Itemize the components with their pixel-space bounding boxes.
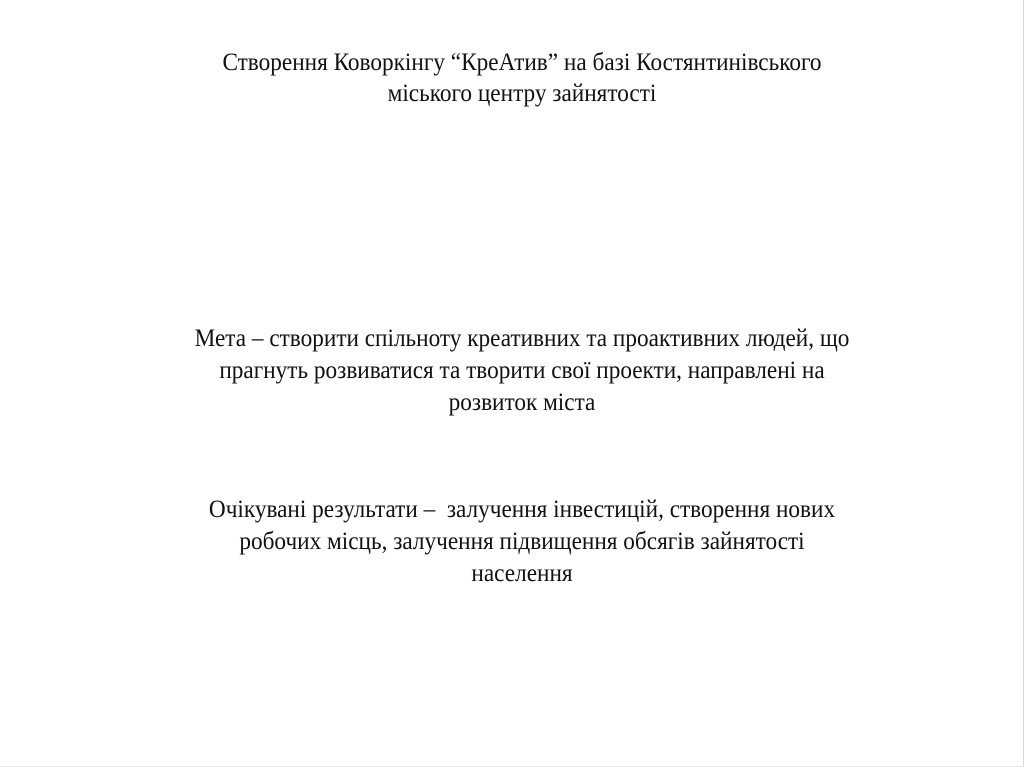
goal-line: прагнуть розвиватися та творити свої проекти, направлені на: [219, 357, 825, 384]
goal-line: розвиток міста: [448, 389, 596, 416]
goal-line: Мета – створити спільноту креативних та проактивних людей, що: [194, 325, 850, 352]
slide-title: [141, 47, 904, 109]
results-line: населення: [471, 560, 573, 587]
title-line: міського центру зайнятості: [387, 80, 657, 107]
expected-results-paragraph: [111, 494, 933, 590]
title-line: Створення Коворкінгу “КреАтив” на базі Костянтинівського: [222, 49, 822, 76]
results-line: Очікувані результати – залучення інвестицій, створення нових: [208, 496, 836, 523]
results-line: робочих місць, залучення підвищення обсягів зайнятості: [239, 528, 805, 555]
goal-paragraph: [111, 323, 933, 419]
